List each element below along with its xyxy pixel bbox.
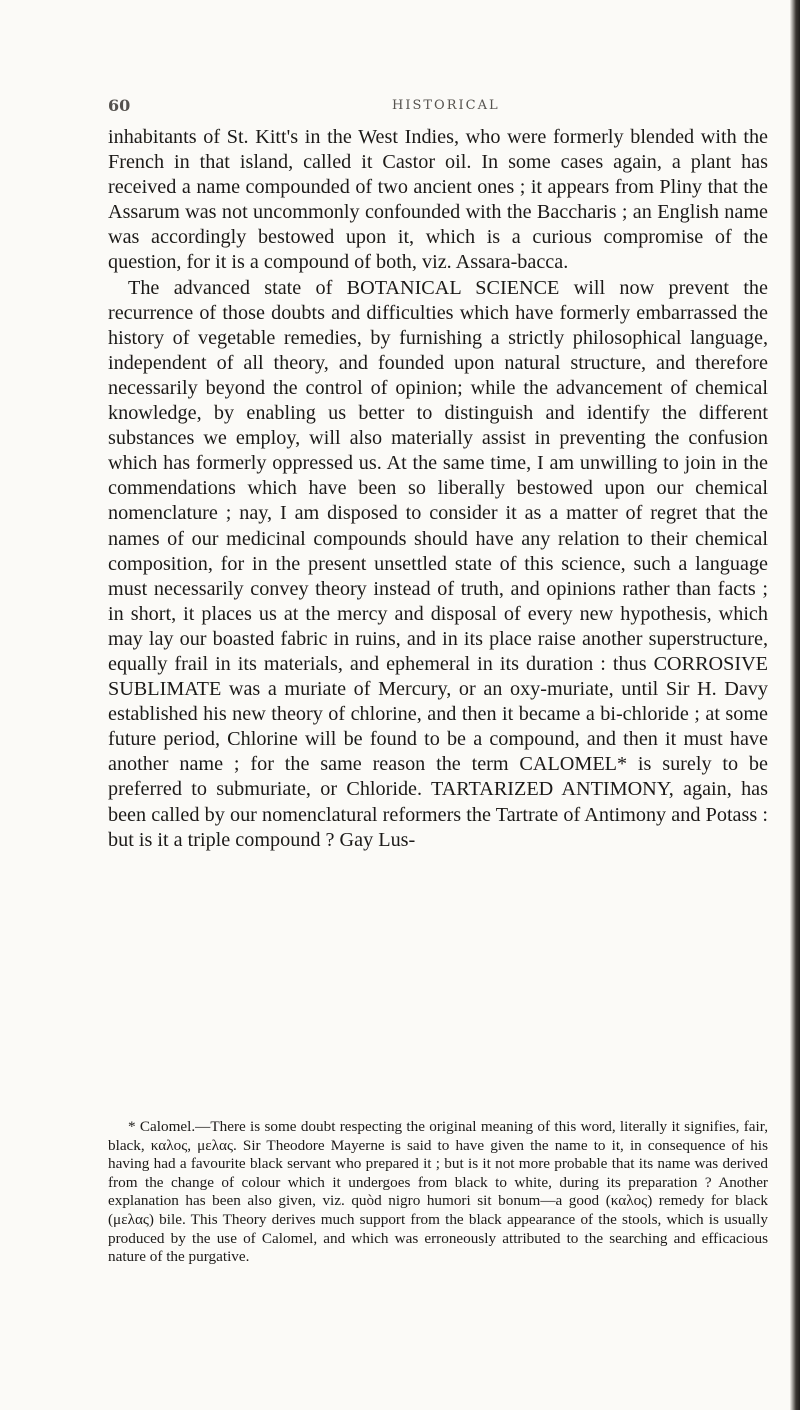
- page-edge-shadow: [790, 0, 800, 1410]
- paragraph-2: The advanced state of BOTANICAL SCIENCE will now prevent the recurrence of those doubts and difficulties which have formerly embarrassed the history of vegetable remedies, by furnishing a strictly philosophical language, independent of all theory, and founded upon natural structure, and therefore necessarily beyond the control of opinion; while the advancement of chemical knowledge, by enabling us better to distinguish and identify the different substances we employ, will also materially assist in preventing the confusion which has formerly oppressed us. At the same time, I am unwilling to join in the commendations which have been so liberally bestowed upon our chemical nomenclature ; nay, I am disposed to consider it as a matter of regret that the names of our medicinal compounds should have any relation to their chemical composition, for in the present unsettled state of this science, such a language must necessarily convey theory instead of truth, and opinions rather than facts ; in short, it places us at the mercy and disposal of every new hypothesis, which may lay our boasted fabric in ruins, and in its place raise another superstructure, equally frail in its materials, and ephemeral in its duration : thus CORROSIVE SUBLIMATE was a muriate of Mercury, or an oxy-muriate, until Sir H. Davy established his new theory of chlorine, and then it became a bi-chloride ; at some future period, Chlorine will be found to be a compound, and then it must have another name ; for the same reason the term CALOMEL* is surely to be preferred to submuriate, or Chloride. TARTARIZED ANTIMONY, again, has been called by our nomenclatural reformers the Tartrate of Antimony and Potass : but is it a triple compound ? Gay Lus-: [108, 276, 768, 851]
- paragraph-1: inhabitants of St. Kitt's in the West Indies, who were formerly blended with the French in that island, called it Castor oil. In some cases again, a plant has received a name compounded of two ancient ones ; it appears from Pliny that the Assarum was not uncommonly confounded with the Baccharis ; an English name was accordingly bestowed upon it, which is a curious compromise of the question, for it is a compound of both, viz. Assara-bacca.: [108, 126, 768, 274]
- page-header: [108, 96, 768, 116]
- running-head: HISTORICAL: [392, 98, 500, 113]
- footnote: * Calomel.—There is some doubt respecting the original meaning of this word, literally it signifies, fair, black, καλος, μελας. Sir Theodore Mayerne is said to have given the name to it, in consequence of his having had a favourite black servant who prepared it ; but is it not more probable that its name was derived from the change of colour which it undergoes from black to white, during its preparation ? Another explanation has been also given, viz. quòd nigro humori sit bonum—a good (καλος) remedy for black (μελας) bile. This Theory derives much support from the black appearance of the stools, which is usually produced by the use of Calomel, and which was erroneously attributed to the searching and efficacious nature of the purgative.: [108, 1118, 768, 1266]
- page-number: 60: [108, 96, 131, 115]
- body-text: [108, 125, 768, 853]
